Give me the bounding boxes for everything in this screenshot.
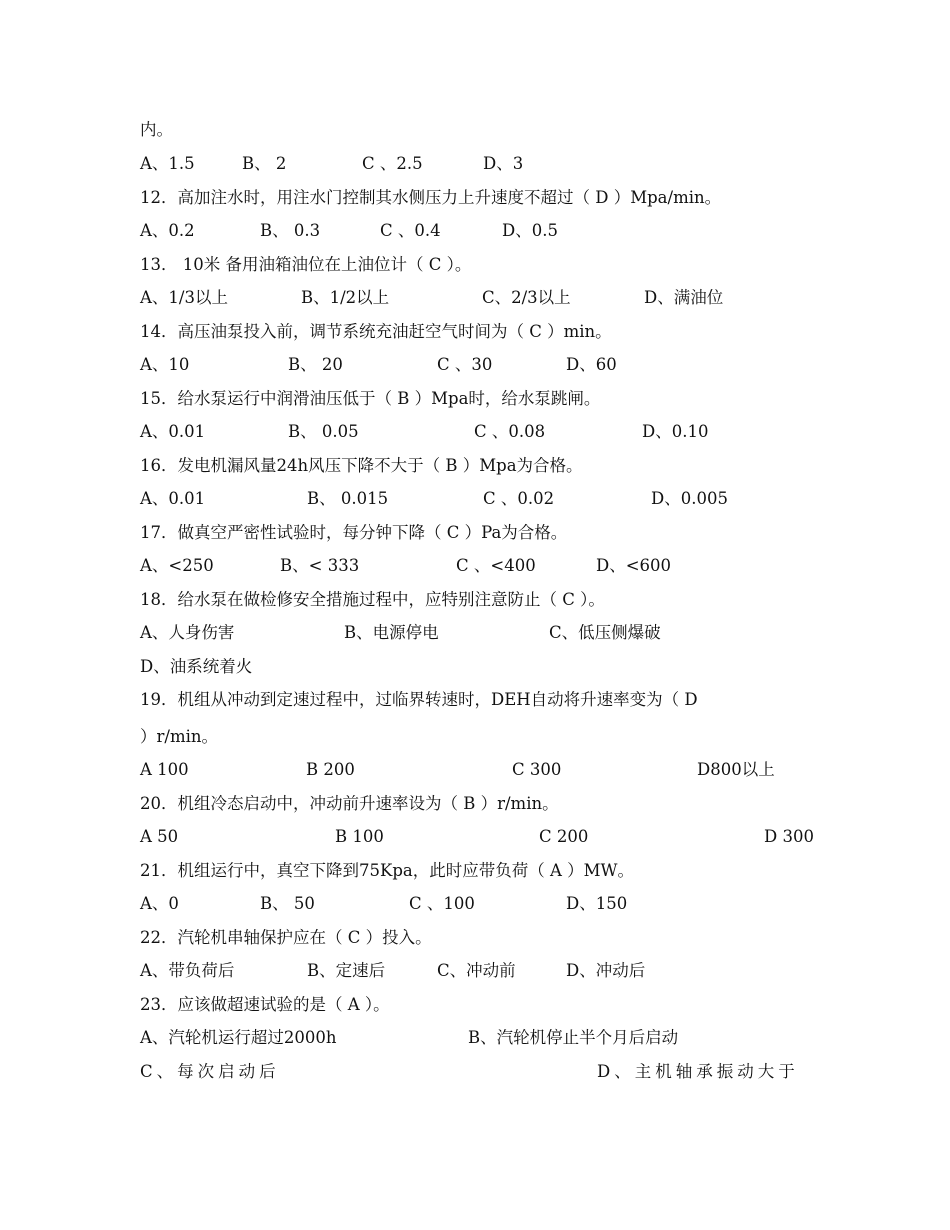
option-c: C、2/3以上 [482,288,571,307]
option-d: D、150 [566,894,628,913]
continuation-text: 内。 [140,120,173,139]
option-a: A 50 [140,827,179,846]
options-row [140,621,820,645]
option-a: A、带负荷后 [140,961,235,980]
option-c: C 、100 [409,894,475,913]
option-c: C、冲动前 [437,961,516,980]
question-line [140,387,820,411]
option-b: B、< 333 [280,556,360,575]
question-line [140,688,820,712]
question-line [140,725,820,749]
option-c: C 、30 [437,355,493,374]
question-line [140,926,820,950]
option-c: C、每次启动后 [140,1062,280,1081]
options-row [140,152,820,176]
option-c: C 200 [539,827,589,846]
question-13: 13． 10米 备用油箱油位在上油位计（ C ）。 [140,255,472,274]
question-line [140,792,820,816]
option-c: C 、<400 [456,556,536,575]
options-row [140,554,820,578]
question-19-continuation: ）r/min。 [140,727,218,746]
options-row [140,892,820,916]
option-a: A、0.01 [140,422,206,441]
option-a: A、<250 [140,556,214,575]
question-14: 14．高压油泵投入前，调节系统充油赶空气时间为（ C ）min。 [140,322,612,341]
option-a: A、0 [140,894,179,913]
question-line [140,859,820,883]
question-12: 12．高加注水时，用注水门控制其水侧压力上升速度不超过（ D ）Mpa/min。 [140,188,722,207]
option-b: B、 2 [242,154,287,173]
question-line [140,454,820,478]
option-d: D、冲动后 [566,961,646,980]
option-c: C 300 [512,760,562,779]
options-row [140,825,820,849]
options-row [140,487,820,511]
option-a: A、10 [140,355,190,374]
option-c: C 、0.02 [483,489,555,508]
question-21: 21．机组运行中，真空下降到75Kpa，此时应带负荷（ A ）MW。 [140,861,634,880]
question-16: 16．发电机漏风量24h风压下降不大于（ B ）Mpa为合格。 [140,456,583,475]
option-a: A、汽轮机运行超过2000h [140,1028,337,1047]
option-c: C 、0.4 [380,221,441,240]
option-a: A 100 [140,760,189,779]
option-a: A、1.5 [140,154,195,173]
option-a: A、0.01 [140,489,206,508]
option-d: D800以上 [697,760,775,779]
option-b: B、 0.3 [260,221,321,240]
option-d: D、0.5 [502,221,558,240]
question-line [140,588,820,612]
option-a: A、1/3以上 [140,288,228,307]
option-a: A、人身伤害 [140,623,235,642]
option-d: D、0.005 [651,489,728,508]
option-b: B 200 [306,760,355,779]
option-b: B、 20 [288,355,343,374]
options-row [140,758,820,782]
option-d: D、<600 [596,556,672,575]
option-c: C 、2.5 [362,154,423,173]
option-d: D、满油位 [644,288,724,307]
option-b: B、定速后 [307,961,386,980]
question-19: 19．机组从冲动到定速过程中，过临界转速时，DEH自动将升速率变为（ D [140,690,698,709]
question-line [140,521,820,545]
question-22: 22．汽轮机串轴保护应在（ C ）投入。 [140,928,432,947]
question-line [140,253,820,277]
question-line [140,186,820,210]
option-a: A、0.2 [140,221,195,240]
question-20: 20．机组冷态启动中，冲动前升速率设为（ B ）r/min。 [140,794,559,813]
option-b: B 100 [335,827,384,846]
option-b: B、电源停电 [344,623,439,642]
option-d: D、主机轴承振动大于 [597,1062,799,1081]
options-row [140,219,820,243]
options-row [140,1060,820,1084]
question-line [140,320,820,344]
options-row [140,353,820,377]
option-b: B、1/2以上 [301,288,390,307]
option-d: D、60 [566,355,617,374]
option-d: D、油系统着火 [140,657,253,676]
option-d: D、0.10 [642,422,709,441]
option-c: C、低压侧爆破 [549,623,661,642]
question-15: 15．给水泵运行中润滑油压低于（ B ）Mpa时，给水泵跳闸。 [140,389,601,408]
question-17: 17．做真空严密性试验时，每分钟下降（ C ）Pa为合格。 [140,523,568,542]
text-line [140,118,820,142]
option-b: B、 50 [260,894,315,913]
option-b: B、 0.015 [307,489,389,508]
question-23: 23．应该做超速试验的是（ A ）。 [140,995,390,1014]
options-row [140,420,820,444]
options-row [140,655,820,679]
option-d: D 300 [764,827,814,846]
option-b: B、汽轮机停止半个月后启动 [468,1028,679,1047]
options-row [140,286,820,310]
option-c: C 、0.08 [474,422,546,441]
options-row [140,1026,820,1050]
question-18: 18．给水泵在做检修安全措施过程中，应特别注意防止（ C ）。 [140,590,605,609]
option-b: B、 0.05 [288,422,359,441]
option-d: D、3 [483,154,524,173]
question-line [140,993,820,1017]
options-row [140,959,820,983]
